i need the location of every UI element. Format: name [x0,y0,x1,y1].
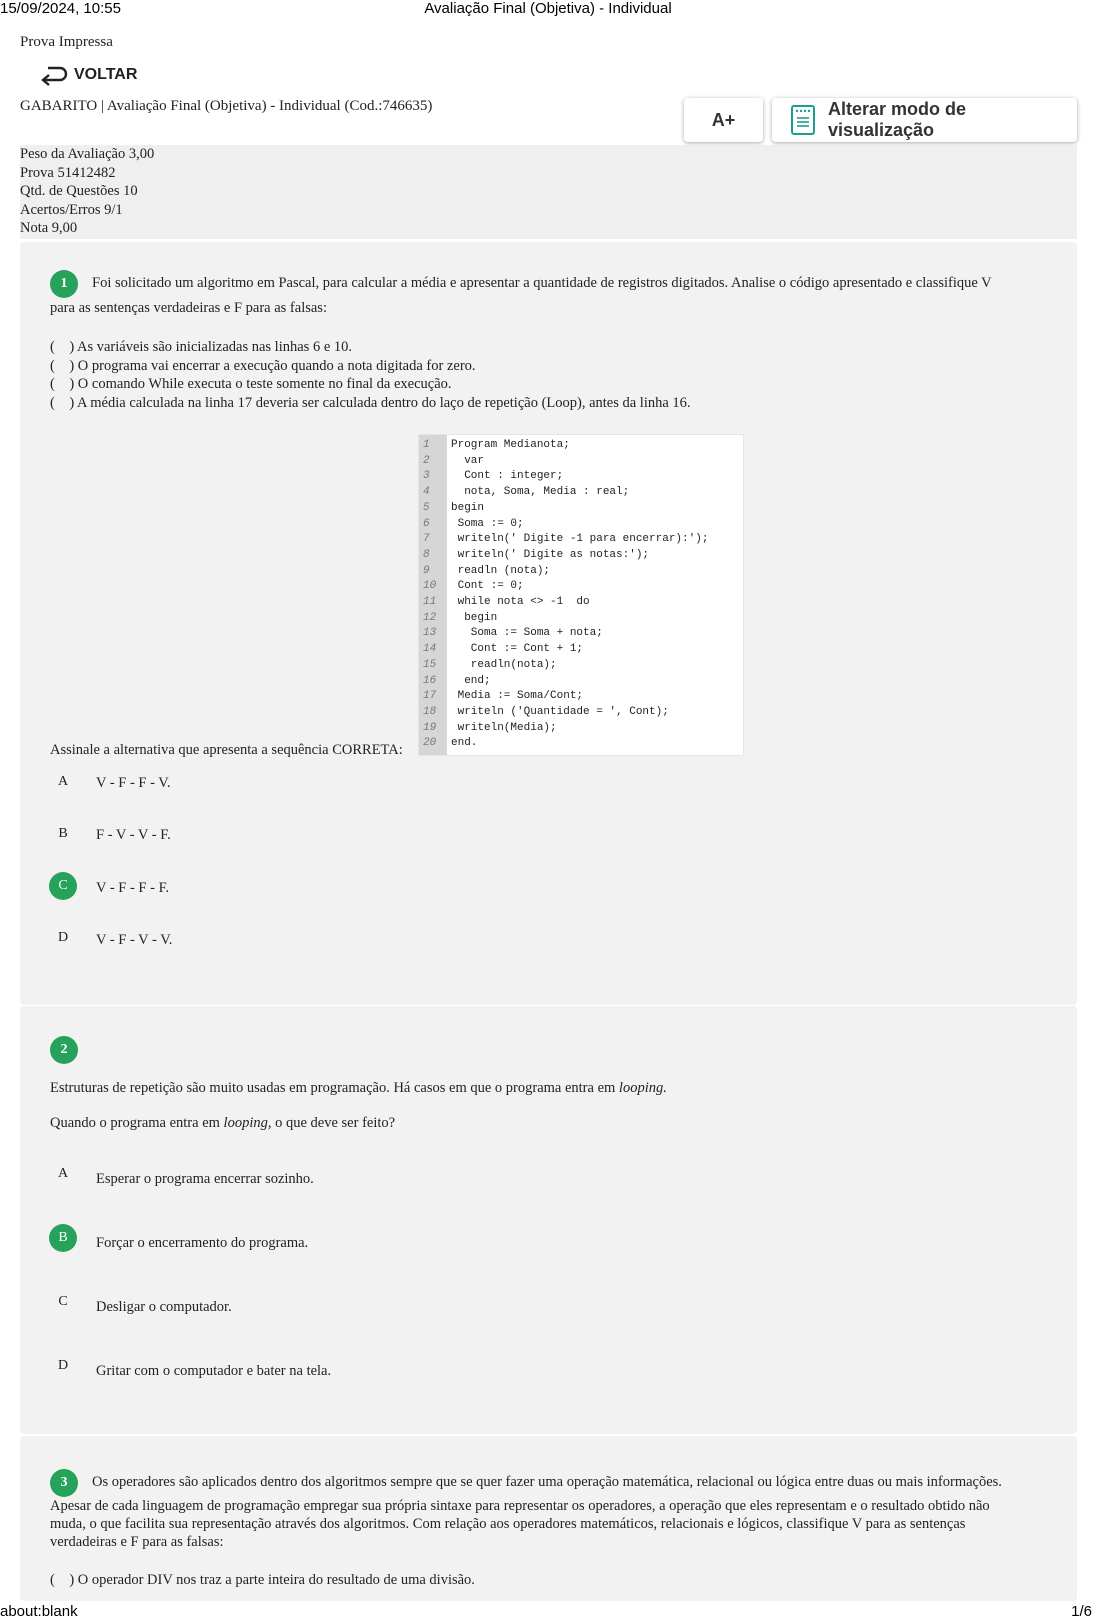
option-c-letter-correct[interactable]: C [49,872,77,900]
code-line-number: 11 [423,596,437,608]
question-text-emphasis: looping, [223,1115,272,1131]
code-line [419,439,570,455]
option-c-letter[interactable]: C [58,1294,68,1309]
code-line-number: 18 [423,705,437,718]
summary-question-count: Qtd. de Questões 10 [20,183,138,200]
return-arrow-icon [40,64,68,86]
code-line [419,690,584,706]
code-line-source: var [451,454,485,467]
code-line-number: 17 [423,690,437,703]
code-line-source: writeln(' Digite as notas:'); [451,548,650,561]
code-line-source: begin [451,611,498,624]
voltar-label: VOLTAR [74,66,138,83]
code-line-number: 9 [423,564,430,577]
code-line-number: 15 [423,658,437,671]
question-prompt: Assinale a alternativa que apresenta a sequência CORRETA: [50,742,403,758]
code-line [419,580,524,596]
code-line-source: Media := Soma/Cont; [451,690,584,703]
option-a-text[interactable]: Esperar o programa encerrar sozinho. [96,1171,314,1187]
code-line-source: Cont := Cont + 1; [451,643,584,656]
code-line-source: writeln(' Digite -1 para encerrar):'); [451,533,709,546]
code-line [419,705,669,722]
print-header [0,0,1096,18]
option-d-text[interactable]: V - F - V - V. [96,932,173,948]
statement-1: ( ) O operador DIV nos traz a parte inteira do resultado de uma divisão. [50,1572,475,1588]
document-view-icon [790,104,816,136]
question-text-line2: Apesar de cada linguagem de programação empregar sua própria sintaxe para representar os operadores, a operação que eles representam e o resultado obtido não [50,1498,990,1514]
print-page-number: 1/6 [1071,1603,1092,1620]
code-line-number: 13 [423,627,437,640]
code-line-number: 2 [423,454,430,467]
question-text-part: o que deve ser feito? [271,1115,396,1131]
option-b-letter[interactable]: B [58,826,68,841]
question-intro-line1: Foi solicitado um algoritmo em Pascal, para calcular a média e apresentar a quantidade de registros digitados. Analise o código apresentado e classifique V [92,275,992,291]
code-line-number: 10 [423,580,437,593]
voltar-button[interactable] [40,64,137,86]
question-text-emphasis: looping. [618,1080,667,1096]
code-line [419,611,498,628]
question-card-3 [20,1436,1077,1601]
code-line-number: 6 [423,517,430,530]
print-url: about:blank [0,1603,78,1620]
code-line-source: while nota <> -1 do [451,596,590,608]
question-text-line2 [50,1115,395,1132]
print-datetime: 15/09/2024, 10:55 [0,0,121,17]
code-line-number: 12 [423,611,437,624]
code-line [419,627,603,643]
question-text-line4: verdadeiras e F para as falsas: [50,1534,224,1550]
view-mode-label: Alterar modo de visualização [827,99,967,140]
option-d-letter[interactable]: D [57,1358,69,1373]
option-d-text[interactable]: Gritar com o computador e bater na tela. [96,1363,332,1379]
option-a-text[interactable]: V - F - F - V. [96,775,171,791]
code-line [419,501,485,518]
code-line [419,517,524,534]
code-line-source: writeln(Media); [451,721,557,734]
code-line-source: end. [451,737,478,750]
summary-exam: Prova 51412482 [20,164,116,181]
question-intro-line2: para as sentenças verdadeiras e F para as falsas: [50,300,327,316]
code-line-source: nota, Soma, Media : real; [451,486,630,499]
option-b-letter-correct[interactable]: B [49,1224,77,1252]
code-line-number: 19 [423,721,437,734]
option-c-text[interactable]: V - F - F - F. [96,880,170,896]
code-line [419,596,590,612]
code-line-number: 4 [423,486,430,499]
question-text-line1 [50,1080,667,1097]
print-title: Avaliação Final (Objetiva) - Individual [424,0,672,17]
code-line [419,564,551,581]
print-footer [0,1603,1096,1621]
code-line-number: 3 [423,470,430,483]
code-line-number: 5 [423,501,430,514]
question-text-line1: Os operadores são aplicados dentro dos algoritmos sempre que se quer fazer uma operação matemática, relacional ou lógica entre duas ou mais informações. [92,1474,1002,1490]
code-line [419,658,557,675]
statement-list [50,338,691,412]
option-b-text[interactable]: F - V - V - F. [96,827,171,843]
statement-1: ( ) As variáveis são inicializadas nas linhas 6 e 10. [50,339,353,355]
code-line-number: 7 [423,533,430,546]
code-line-number: 16 [423,674,437,687]
question-number-badge: 1 [50,270,78,298]
summary-weight: Peso da Avaliação 3,00 [20,146,155,162]
view-mode-button[interactable] [772,98,1077,142]
question-text-part: Estruturas de repetição são muito usadas em programação. Há casos em que o programa entra em [50,1080,619,1096]
code-line-source: end; [451,674,491,687]
page-label: Prova Impressa [20,34,113,50]
code-line-source: readln(nota); [451,658,557,671]
option-d-letter[interactable]: D [57,930,69,945]
option-a-letter[interactable]: A [57,1166,69,1181]
option-b-text[interactable]: Forçar o encerramento do programa. [96,1235,309,1251]
code-line [419,533,709,549]
code-line [419,486,630,502]
code-line [419,548,650,565]
code-line-source: readln (nota); [451,564,551,577]
question-number-badge: 3 [50,1469,78,1497]
summary-hits-errors: Acertos/Erros 9/1 [20,201,123,218]
code-line-source: Program Medianota; [451,439,570,451]
code-line [419,674,491,691]
statement-2: ( ) O programa vai encerrar a execução quando a nota digitada for zero. [50,357,476,374]
increase-font-button[interactable]: A+ [684,98,763,142]
code-line-number: 20 [423,737,437,750]
code-line-number: 14 [423,643,437,656]
pascal-code-image [418,434,744,756]
gabarito-title: GABARITO | Avaliação Final (Objetiva) - Individual (Cod.:746635) [20,98,433,114]
code-line-source: Cont : integer; [451,470,564,483]
code-line-source: Soma := 0; [451,517,524,530]
code-line [419,454,485,471]
code-line [419,470,564,486]
code-line-number: 8 [423,548,430,561]
code-line-source: writeln ('Quantidade = ', Cont); [451,705,669,718]
option-c-text[interactable]: Desligar o computador. [96,1299,232,1315]
code-line [419,643,584,659]
code-line [419,737,478,753]
code-line-source: Soma := Soma + nota; [451,627,603,640]
code-line-source: Cont := 0; [451,580,524,593]
code-line-source: begin [451,501,485,514]
question-card-2 [20,1006,1077,1434]
code-line-number: 1 [423,439,430,451]
code-line [419,721,557,738]
statement-4: ( ) A média calculada na linha 17 deveria ser calculada dentro do laço de repetição (Loop), antes da linha 16. [50,394,691,411]
question-text-line3: muda, o que facilita sua representação através dos algoritmos. Com relação aos operadores matemáticos, relacionais e lógicos, classifique V para as sentenças [50,1516,966,1532]
question-text-part: Quando o programa entra em [50,1115,224,1131]
statement-3: ( ) O comando While executa o teste somente no final da execução. [50,376,452,393]
option-a-letter[interactable]: A [57,774,69,789]
evaluation-summary [20,145,1077,239]
question-number-badge: 2 [50,1036,78,1064]
summary-grade: Nota 9,00 [20,220,78,237]
